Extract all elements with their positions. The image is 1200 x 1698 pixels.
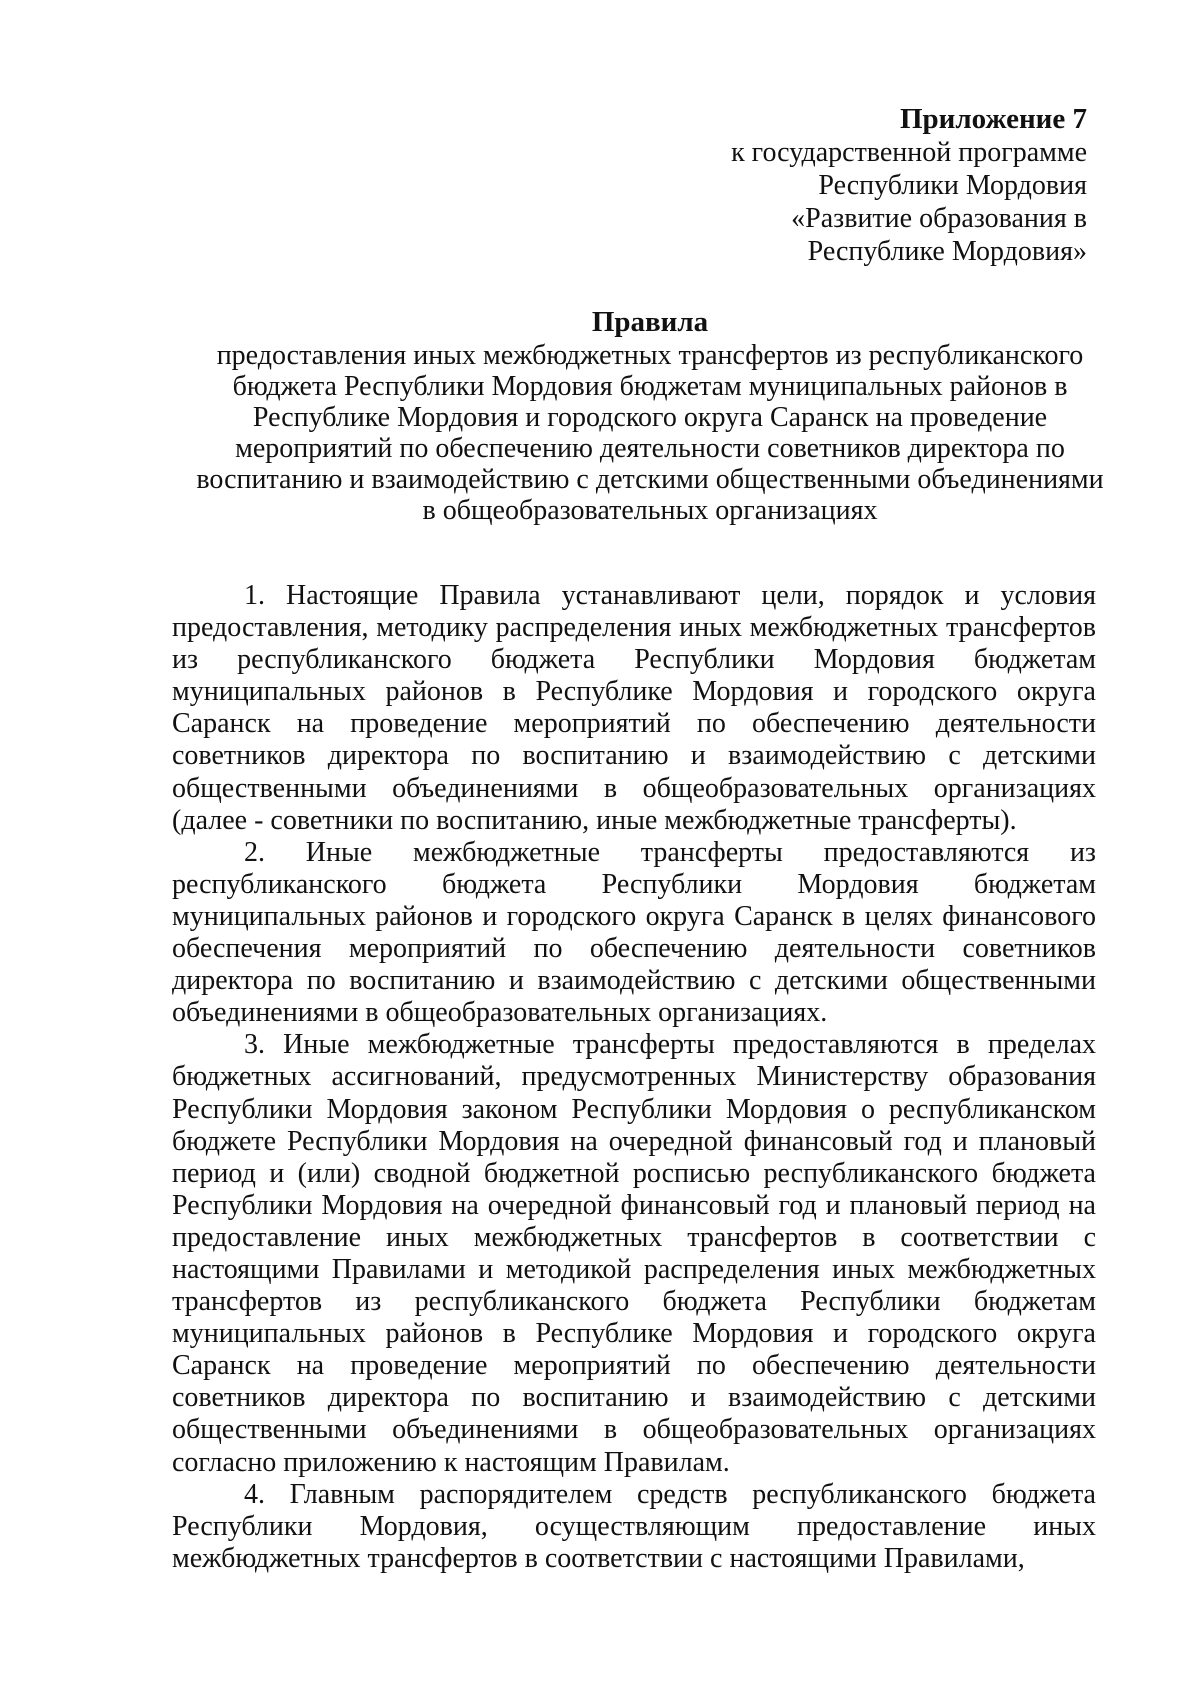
appendix-header xyxy=(731,103,1087,268)
appendix-line: к государственной программе xyxy=(731,137,1087,168)
rules-subtitle-line: мероприятий по обеспечению деятельности советников директора по xyxy=(235,433,1065,464)
rules-subtitle-line: воспитанию и взаимодействию с детскими общественными объединениями xyxy=(196,464,1104,495)
rules-title: Правила xyxy=(591,306,709,338)
appendix-title: Приложение 7 xyxy=(900,103,1087,135)
paragraph-1: 1. Настоящие Правила устанавливают цели, порядок и условия предоставления, методику распределения иных межбюджетных трансфертов из республиканского бюджета Республики Мордовия бюджетам муниципальных районов в Республике Мордовия и городского округа Саранск на проведение мероприятий по обеспечению деятельности советников директора по воспитанию и взаимодействию с детскими общественными объединениями в общеобразовательных организациях (далее - советники по воспитанию, иные межбюджетные трансферты). xyxy=(172,580,1096,836)
paragraph-2: 2. Иные межбюджетные трансферты предоставляются из республиканского бюджета Республики Мордовия бюджетам муниципальных районов и городского округа Саранск в целях финансового обеспечения мероприятий по обеспечению деятельности советников директора по воспитанию и взаимодействию с детскими общественными объединениями в общеобразовательных организациях. xyxy=(172,836,1096,1029)
appendix-line: «Развитие образования в xyxy=(791,203,1087,234)
document-body xyxy=(172,580,1096,1575)
rules-heading xyxy=(150,307,1150,526)
paragraph-3: 3. Иные межбюджетные трансферты предоставляются в пределах бюджетных ассигнований, предусмотренных Министерству образования Республики Мордовия законом Республики Мордовия о республиканском бюджете Республики Мордовия на очередной финансовый год и плановый период и (или) сводной бюджетной росписью республиканского бюджета Республики Мордовия на очередной финансовый год и плановый период на предоставление иных межбюджетных трансфертов в соответствии с настоящими Правилами и методикой распределения иных межбюджетных трансфертов из республиканского бюджета Республики бюджетам муниципальных районов в Республике Мордовия и городского округа Саранск на проведение мероприятий по обеспечению деятельности советников директора по воспитанию и взаимодействию с детскими общественными объединениями в общеобразовательных организациях согласно приложению к настоящим Правилам. xyxy=(172,1029,1096,1478)
rules-subtitle-line: в общеобразовательных организациях xyxy=(422,495,878,526)
rules-subtitle-line: бюджета Республики Мордовия бюджетам муниципальных районов в xyxy=(232,371,1068,402)
paragraph-4: 4. Главным распорядителем средств республиканского бюджета Республики Мордовия, осуществляющим предоставление иных межбюджетных трансфертов в соответствии с настоящими Правилами, xyxy=(172,1478,1096,1574)
appendix-line: Республике Мордовия» xyxy=(807,236,1087,267)
appendix-line: Республики Мордовия xyxy=(818,170,1087,201)
rules-subtitle-line: Республике Мордовия и городского округа Саранск на проведение xyxy=(252,402,1048,433)
rules-subtitle-line: предоставления иных межбюджетных трансфертов из республиканского xyxy=(216,340,1084,371)
